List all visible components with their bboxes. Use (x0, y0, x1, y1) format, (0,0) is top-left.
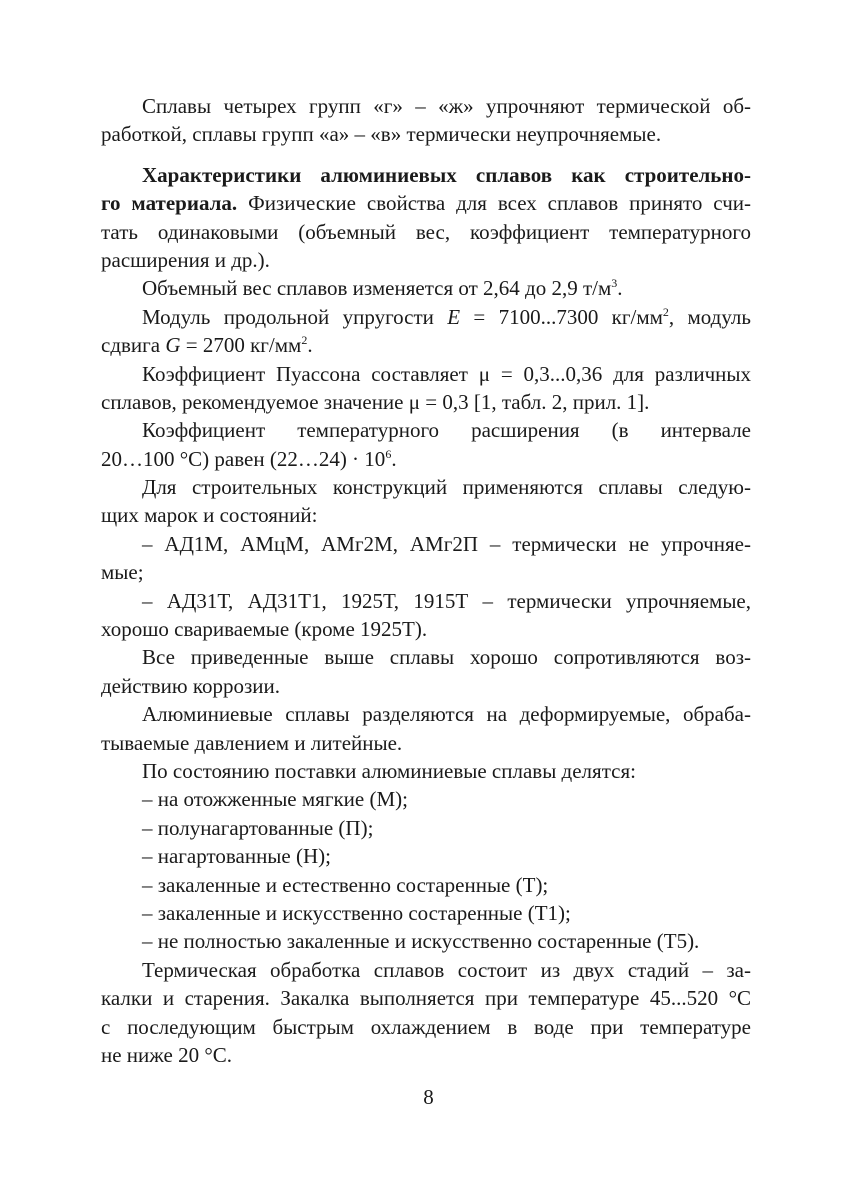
paragraph (101, 643, 751, 700)
list-item: – полунагартованные (П); (142, 815, 374, 840)
text-line: Объемный вес сплавов изменяется от 2,64 до 2,9 $т/м^3$. (142, 276, 623, 301)
section-heading-end: го материала. (101, 191, 238, 216)
list-item: – нагартованные (Н); (142, 844, 331, 869)
text-line: Термическая обработка сплавов состоит из двух стадий – за- (142, 957, 751, 982)
text-line: 20…100 °С) равен (22…24) · $10^6$. (101, 446, 397, 471)
page-body (101, 92, 751, 1069)
paragraph (101, 416, 751, 473)
text-line: – АД31Т, АД31Т1, 1925Т, 1915Т – термически упрочняемые, (142, 588, 751, 613)
paragraph (101, 303, 751, 360)
paragraph (101, 757, 751, 785)
text-line: мые; (101, 560, 144, 585)
text-line: расширения и др.). (101, 247, 270, 272)
text-line: Модуль продольной упругости E = 7100...7300 $кг/мм^2$, модуль (142, 304, 751, 329)
text-line: Коэффициент Пуассона составляет μ = 0,3...0,36 для различных (142, 361, 751, 386)
section-heading: Характеристики алюминиевых сплавов как строительно- (142, 162, 751, 187)
delivery-state-list (101, 785, 751, 955)
text-line: работкой, сплавы групп «а» – «в» термически неупрочняемые. (101, 122, 662, 147)
text-line: действию коррозии. (101, 673, 280, 698)
text-line: щих марок и состояний: (101, 503, 318, 528)
paragraph (101, 700, 751, 757)
text-line: Алюминиевые сплавы разделяются на деформируемые, обраба- (142, 702, 751, 727)
text-line: с последующим быстрым охлаждением в воде при температуре (101, 1014, 751, 1039)
paragraph (101, 92, 751, 149)
text-line: хорошо свариваемые (кроме 1925Т). (101, 617, 428, 642)
text-line: тываемые давлением и литейные. (101, 730, 403, 755)
list-item: – закаленные и естественно состаренные (Т); (142, 872, 549, 897)
text-line: сдвига G = 2700 $кг/мм^2$. (101, 333, 313, 358)
list-item: – закаленные и искусственно состаренные (Т1); (142, 900, 571, 925)
list-item: – не полностью закаленные и искусственно состаренные (Т5). (142, 929, 700, 954)
text-line: – АД1М, АМцМ, АМг2М, АМг2П – термически не упрочняе- (142, 531, 751, 556)
paragraph (101, 530, 751, 587)
text-line: го материала. Физические свойства для всех сплавов принято счи- (101, 191, 752, 216)
text-line (101, 161, 751, 189)
text-line: не ниже 20 °С. (101, 1042, 232, 1067)
paragraph (101, 274, 751, 302)
paragraph (101, 473, 751, 530)
paragraph-characteristics (101, 161, 751, 275)
text-line: тать одинаковыми (объемный вес, коэффициент температурного (101, 219, 751, 244)
page-number: 8 (423, 1085, 434, 1109)
paragraph (101, 360, 751, 417)
paragraph (101, 587, 751, 644)
text-line: По состоянию поставки алюминиевые сплавы делятся: (142, 758, 636, 783)
paragraph (101, 956, 751, 1070)
list-item: – на отожженные мягкие (М); (142, 787, 408, 812)
text-line: Коэффициент температурного расширения (в интервале (142, 418, 751, 443)
text-line: Все приведенные выше сплавы хорошо сопротивляются воз- (142, 645, 751, 670)
text-line: калки и старения. Закалка выполняется при температуре 45...520 °С (101, 986, 751, 1011)
text-line: Сплавы четырех групп «г» – «ж» упрочняют термической об- (142, 94, 751, 118)
text-line: Для строительных конструкций применяются сплавы следую- (142, 475, 751, 500)
text-line: сплавов, рекомендуемое значение μ = 0,3 [1, табл. 2, прил. 1]. (101, 389, 650, 414)
